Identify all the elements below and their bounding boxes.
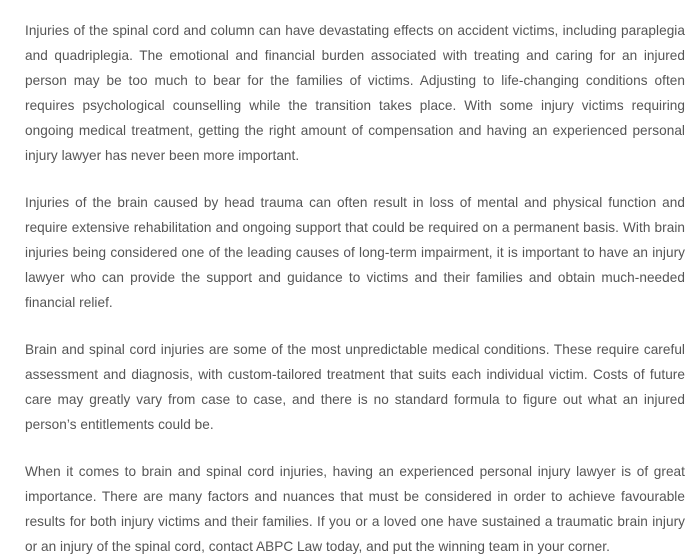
paragraph-unpredictable-conditions: Brain and spinal cord injuries are some of the most unpredictable medical conditions. These require careful assessment and diagnosis, with custom-tailored treatment that suits each individual victim. Costs of future care may greatly vary from case to case, and there is no standard formula to figure out what an injured person’s entitlements could be. — [25, 342, 685, 432]
paragraph-brain-injuries: Injuries of the brain caused by head trauma can often result in loss of mental and physical function and require extensive rehabilitation and ongoing support that could be required on a permanent basis. With brain injuries being considered one of the leading causes of long-term impairment, it is important to have an injury lawyer who can provide the support and guidance to victims and their families and obtain much-needed financial relief. — [25, 195, 685, 310]
article-body — [25, 18, 685, 559]
paragraph-lawyer-importance: When it comes to brain and spinal cord injuries, having an experienced personal injury lawyer is of great importance. There are many factors and nuances that must be considered in order to achieve favourable results for both injury victims and their families. If you or a loved one have sustained a traumatic brain injury or an injury of the spinal cord, contact ABPC Law today, and put the winning team in your corner. — [25, 464, 685, 554]
paragraph-spinal-cord-injuries: Injuries of the spinal cord and column can have devastating effects on accident victims, including paraplegia and quadriplegia. The emotional and financial burden associated with treating and caring for an injured person may be too much to bear for the families of victims. Adjusting to life-changing conditions often requires psychological counselling while the transition takes place. With some injury victims requiring ongoing medical treatment, getting the right amount of compensation and having an experienced personal injury lawyer has never been more important. — [25, 23, 685, 163]
